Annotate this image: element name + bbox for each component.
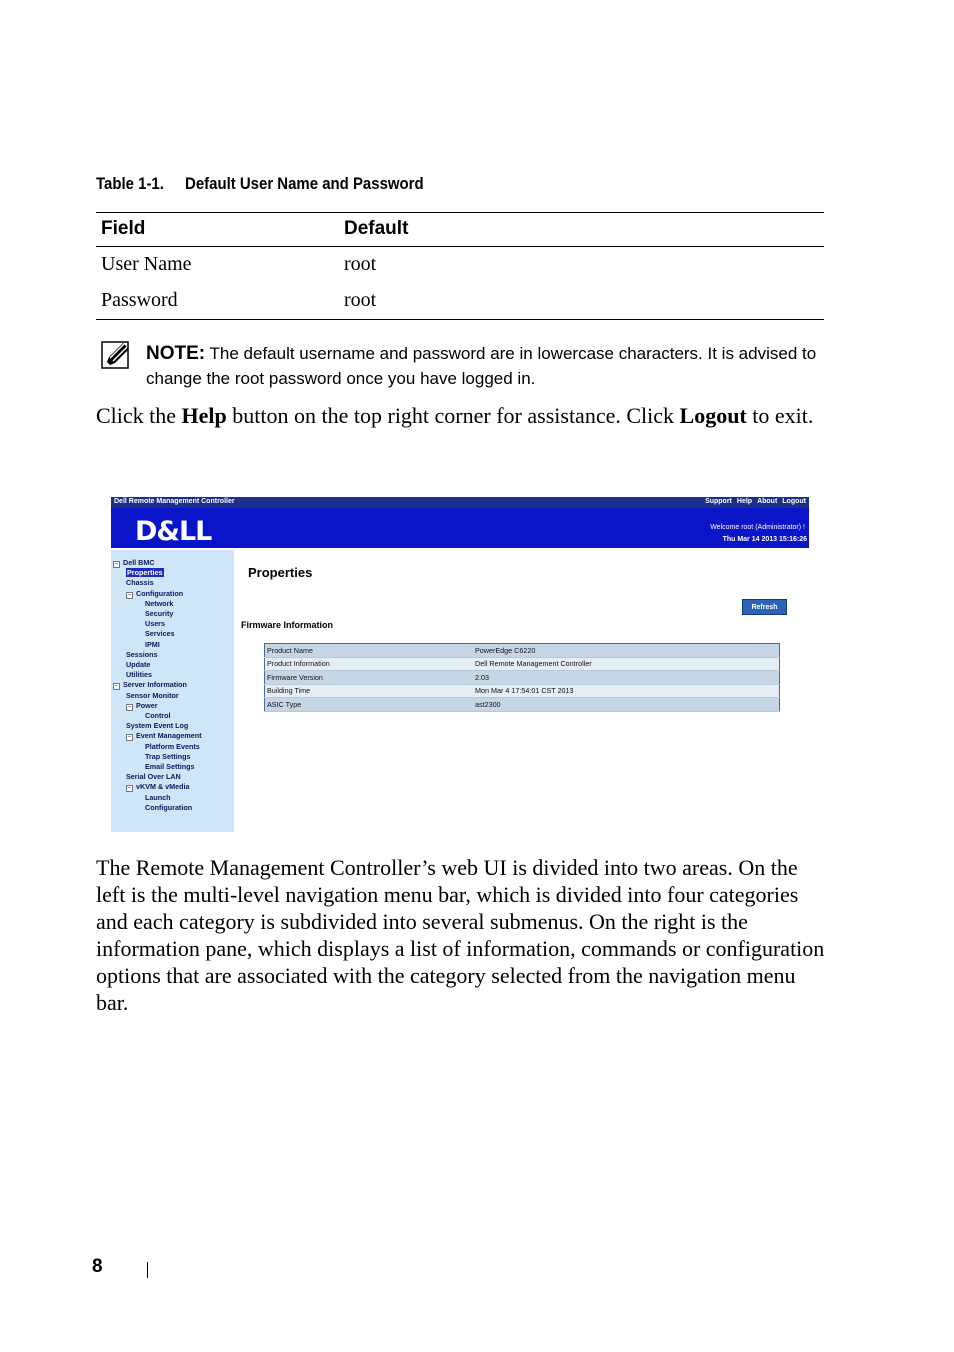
table-row: [265, 684, 780, 698]
firmware-value: Dell Remote Management Controller: [473, 657, 780, 671]
note-label: NOTE:: [146, 343, 206, 364]
nav-item[interactable]: [126, 578, 154, 587]
nav-item-label: Dell BMC: [123, 558, 155, 567]
top-links: [700, 498, 806, 505]
firmware-value: Mon Mar 4 17:54:01 CST 2013: [473, 684, 780, 698]
bmc-web-ui-screenshot: [111, 497, 809, 832]
note-body: The default username and password are in lowercase characters. It is advised to change the root password once you have logged in.: [146, 344, 817, 388]
footer-divider: [147, 1262, 148, 1278]
nav-item[interactable]: [145, 599, 173, 608]
dell-logo-text: D&LL: [135, 516, 212, 544]
nav-item[interactable]: [145, 742, 200, 751]
collapse-toggle-icon[interactable]: −: [113, 561, 120, 568]
nav-item-label: Utilities: [126, 670, 152, 680]
nav-item-label: Launch: [145, 792, 171, 802]
table-caption-label: Table 1-1.: [96, 174, 164, 193]
nav-item[interactable]: [145, 752, 191, 761]
table-row: [265, 698, 780, 712]
note-text: [146, 341, 826, 391]
nav-item[interactable]: [126, 721, 188, 730]
nav-item-label: Email Settings: [145, 762, 195, 771]
web-ui-description: The Remote Management Controller’s web UI is divided into two areas. On the left is the multi-level navigation menu bar, which is divided into four categories and each category is subdivided into several submenus. On the right is the information pane, which displays a list of information, commands or configuration options that are associated with the category selected from the navigation menu bar.: [96, 855, 825, 1015]
table-row: [96, 283, 824, 320]
collapse-toggle-icon[interactable]: −: [126, 785, 133, 792]
help-paragraph: [96, 402, 826, 429]
table-cell: root: [339, 283, 824, 320]
nav-item[interactable]: [145, 793, 171, 802]
nav-item-label: System Event Log: [126, 721, 189, 731]
nav-item-label: Properties: [127, 568, 163, 578]
firmware-key: Firmware Version: [265, 671, 474, 685]
nav-item[interactable]: [145, 711, 171, 720]
nav-item[interactable]: [145, 619, 165, 628]
nav-item-label: Server Information: [123, 680, 187, 690]
nav-item[interactable]: [126, 660, 150, 669]
nav-item-label: Security: [145, 609, 174, 618]
nav-item[interactable]: [126, 691, 179, 700]
nav-item-label: Platform Events: [145, 741, 200, 751]
nav-item[interactable]: [126, 650, 158, 659]
table-row: [265, 671, 780, 685]
logout-link[interactable]: Logout: [782, 498, 806, 505]
nav-item[interactable]: [126, 731, 202, 741]
logout-term: Logout: [679, 403, 747, 428]
firmware-key: Product Information: [265, 657, 474, 671]
navigation-menu: [111, 550, 234, 832]
nav-item[interactable]: [145, 609, 173, 618]
table-caption-title: Default User Name and Password: [185, 174, 424, 193]
dell-logo: [133, 516, 225, 544]
refresh-button[interactable]: Refresh: [742, 599, 787, 615]
nav-item[interactable]: [126, 701, 158, 711]
nav-item[interactable]: [145, 629, 175, 638]
default-credentials-table: [96, 212, 824, 320]
firmware-info-table: [264, 643, 780, 712]
firmware-key: Building Time: [265, 684, 474, 698]
datetime-text: Thu Mar 14 2013 15:16:26: [722, 536, 807, 543]
support-link[interactable]: Support: [705, 498, 732, 505]
firmware-key: ASIC Type: [265, 698, 474, 712]
nav-item-label: Trap Settings: [145, 751, 191, 761]
nav-item-label: Chassis: [126, 578, 154, 588]
nav-item[interactable]: [145, 762, 195, 771]
text-run: button on the top right corner for assistance. Click: [226, 403, 680, 428]
nav-item-label: Serial Over LAN: [126, 772, 181, 782]
collapse-toggle-icon[interactable]: −: [126, 592, 133, 599]
nav-item[interactable]: [126, 782, 190, 792]
about-link[interactable]: About: [757, 498, 778, 505]
nav-item-label: Users: [145, 619, 165, 629]
nav-item-label: Control: [145, 711, 171, 720]
table-cell: root: [344, 253, 377, 275]
column-header-default: Default: [339, 213, 824, 247]
page-title: Properties: [248, 565, 313, 580]
section-title: Firmware Information: [241, 620, 334, 630]
nav-item-label: Sessions: [126, 649, 158, 659]
nav-item-label: Power: [136, 700, 158, 710]
help-link[interactable]: Help: [736, 498, 753, 505]
table-row: [96, 247, 824, 284]
nav-item[interactable]: [126, 670, 152, 679]
column-header-field: Field: [96, 213, 339, 247]
collapse-toggle-icon[interactable]: −: [113, 683, 120, 690]
nav-item-label: Services: [145, 629, 175, 639]
text-run: Click the: [96, 403, 182, 428]
collapse-toggle-icon[interactable]: −: [126, 704, 133, 711]
nav-item-label: Update: [126, 660, 151, 669]
app-titlebar: [111, 497, 809, 508]
nav-item[interactable]: [126, 589, 183, 599]
nav-item-label: IPMI: [145, 639, 160, 649]
nav-item-label: Event Management: [136, 731, 202, 741]
firmware-value: 2.03: [473, 671, 780, 685]
table-cell: User Name: [101, 253, 192, 275]
nav-item-label: Configuration: [136, 588, 184, 598]
nav-item-label: Configuration: [145, 802, 193, 812]
nav-item[interactable]: [145, 803, 192, 812]
collapse-toggle-icon[interactable]: −: [126, 734, 133, 741]
table-header-row: [96, 213, 824, 247]
nav-item[interactable]: [126, 568, 164, 577]
firmware-value: ast2300: [473, 698, 780, 712]
app-title: Dell Remote Management Controller: [114, 498, 235, 505]
welcome-text: Welcome root (Administrator) !: [710, 524, 805, 531]
note-pencil-icon: [101, 341, 131, 371]
table-row: [265, 657, 780, 671]
nav-item[interactable]: [113, 680, 187, 690]
nav-item[interactable]: [145, 640, 160, 649]
table-caption: [96, 174, 424, 194]
text-run: to exit.: [746, 403, 814, 428]
page-number: 8: [92, 1256, 103, 1277]
table-cell: Password: [96, 283, 339, 320]
table-row: [265, 644, 780, 658]
nav-item-label: vKVM & vMedia: [136, 782, 190, 792]
nav-item[interactable]: [113, 558, 155, 568]
firmware-value: PowerEdge C6220: [473, 644, 780, 658]
nav-item-label: Sensor Monitor: [126, 690, 179, 700]
nav-item-label: Network: [145, 598, 174, 608]
firmware-key: Product Name: [265, 644, 474, 658]
nav-item[interactable]: [126, 772, 181, 781]
help-term: Help: [181, 403, 227, 428]
